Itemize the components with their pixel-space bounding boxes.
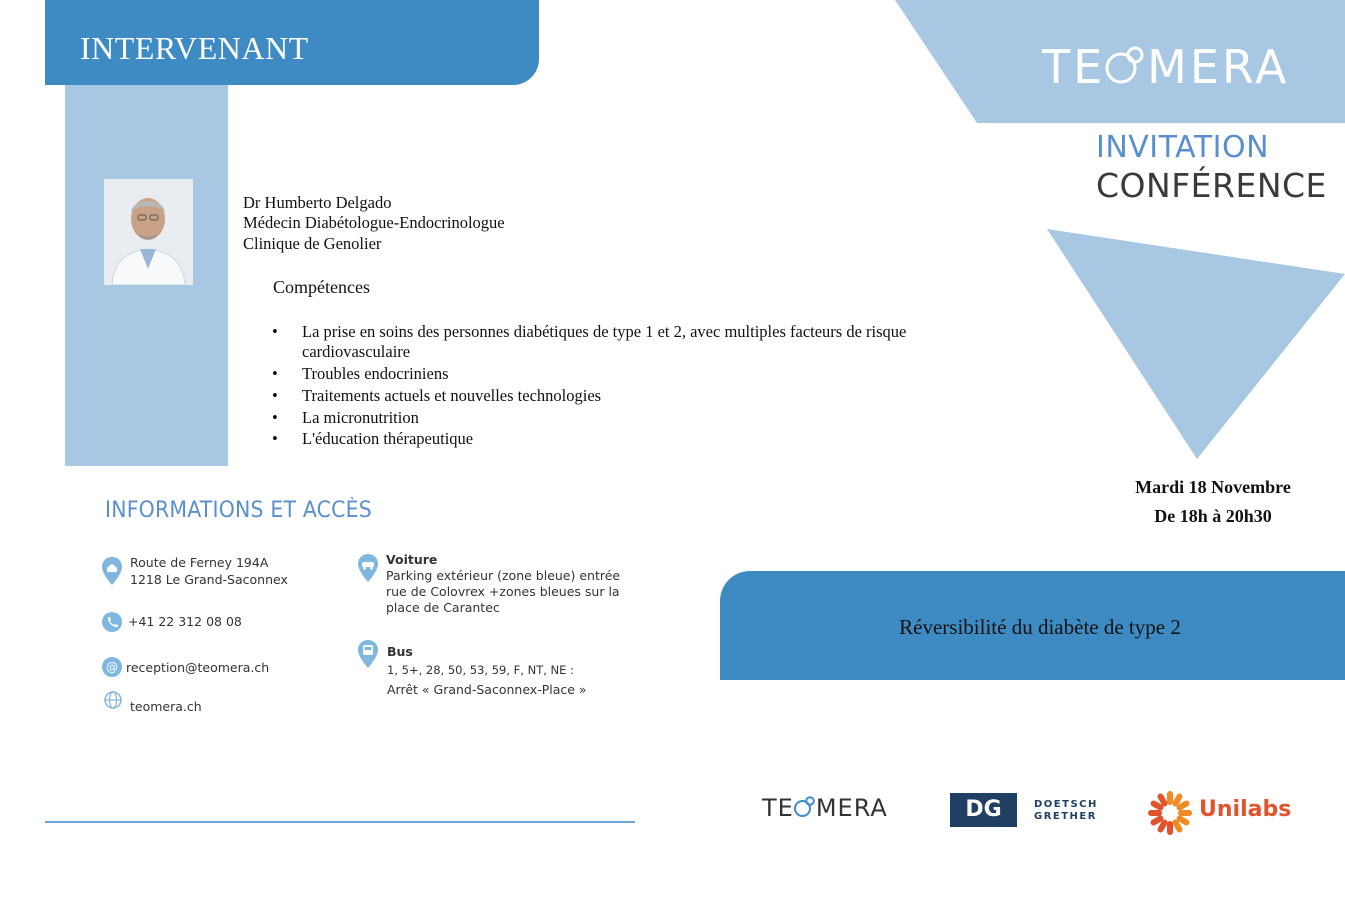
dg-logo-box: DG xyxy=(950,793,1017,827)
address-line2: 1218 Le Grand-Saconnex xyxy=(130,572,288,587)
footer-logo-text-after: MERA xyxy=(815,794,888,822)
speaker-role: Médecin Diabétologue-Endocrinologue xyxy=(243,213,505,232)
footer-logo-o-mark-icon xyxy=(794,796,816,818)
event-topic: Réversibilité du diabète de type 2 xyxy=(899,615,1181,639)
home-pin-icon xyxy=(101,556,123,586)
decor-triangle xyxy=(1047,229,1345,459)
footer-divider xyxy=(45,821,635,823)
bus-line2: Arrêt « Grand-Saconnex-Place » xyxy=(387,682,587,697)
bullet-marker: • xyxy=(272,322,278,341)
competence-item: Traitements actuels et nouvelles technologies xyxy=(302,386,602,405)
address-line1: Route de Ferney 194A xyxy=(130,555,269,570)
bus-title: Bus xyxy=(387,644,413,659)
logo-text-after: MERA xyxy=(1147,40,1290,94)
bullet-marker: • xyxy=(272,429,278,448)
competence-item: La micronutrition xyxy=(302,408,419,427)
unilabs-logo-text: Unilabs xyxy=(1199,797,1292,822)
car-line3: place de Carantec xyxy=(386,600,500,615)
section-title: INTERVENANT xyxy=(80,30,309,66)
footer-logo-text-before: TE xyxy=(762,794,794,822)
car-title: Voiture xyxy=(386,552,438,567)
car-line2: rue de Colovrex +zones bleues sur la xyxy=(386,584,620,599)
event-date: Mardi 18 Novembre xyxy=(1135,477,1291,497)
website-link[interactable]: teomera.ch xyxy=(130,699,202,714)
globe-icon xyxy=(103,690,123,710)
speaker-name: Dr Humberto Delgado xyxy=(243,193,392,212)
logo-text-before: TE xyxy=(1042,40,1106,94)
dg-logo-line1: DOETSCH xyxy=(1034,799,1098,810)
invitation-label: INVITATION xyxy=(1096,130,1270,165)
phone-number[interactable]: +41 22 312 08 08 xyxy=(128,614,242,629)
competence-item: Troubles endocriniens xyxy=(302,364,449,383)
car-line1: Parking extérieur (zone bleue) entrée xyxy=(386,568,621,583)
teomera-footer-logo xyxy=(762,794,888,822)
dg-logo-line2: GRETHER xyxy=(1034,811,1097,822)
car-pin-icon xyxy=(357,553,379,583)
logo-o-mark-icon xyxy=(1105,46,1147,86)
unilabs-sun-icon xyxy=(1146,789,1194,837)
speaker-photo xyxy=(104,179,193,285)
competences-title: Compétences xyxy=(273,277,370,297)
competence-item: L'éducation thérapeutique xyxy=(302,429,474,448)
bullet-marker: • xyxy=(272,364,278,383)
svg-text:@: @ xyxy=(106,660,118,674)
bus-pin-icon xyxy=(357,639,379,669)
competence-item-continued: cardiovasculaire xyxy=(302,342,411,361)
competence-item: La prise en soins des personnes diabétiques de type 1 et 2, avec multiples facteurs de risque xyxy=(302,322,907,341)
phone-icon xyxy=(102,612,122,632)
event-time: De 18h à 20h30 xyxy=(1154,506,1272,526)
teomera-logo xyxy=(1042,40,1290,94)
email-link[interactable]: reception@teomera.ch xyxy=(126,660,270,675)
speaker-clinic: Clinique de Genolier xyxy=(243,234,382,253)
bullet-marker: • xyxy=(272,386,278,405)
bus-line1: 1, 5+, 28, 50, 53, 59, F, NT, NE : xyxy=(387,663,574,677)
speaker-portrait-icon xyxy=(104,179,193,285)
info-title: INFORMATIONS ET ACCÈS xyxy=(105,498,372,523)
bullet-marker: • xyxy=(272,408,278,427)
email-icon xyxy=(102,657,122,677)
conference-label: CONFÉRENCE xyxy=(1096,166,1327,205)
